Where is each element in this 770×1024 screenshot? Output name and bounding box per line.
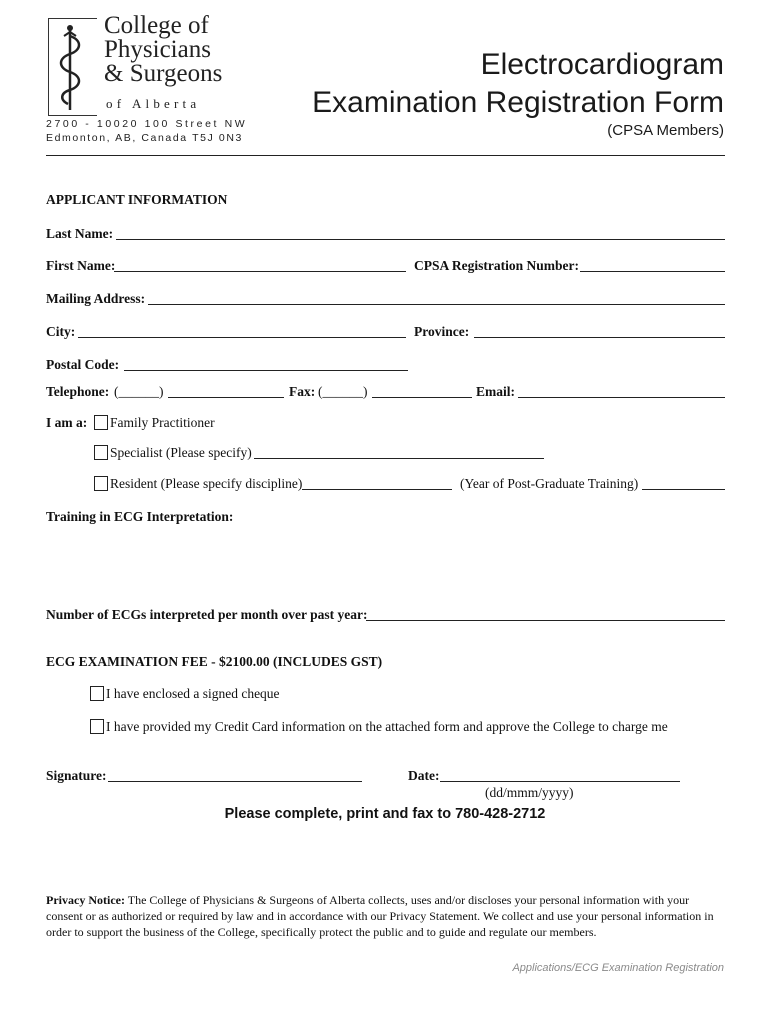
org-name-line2: Physicians xyxy=(104,36,211,63)
province-label: Province: xyxy=(414,324,470,339)
fax-instruction: Please complete, print and fax to 780-428-2712 xyxy=(224,806,546,822)
date-label: Date: xyxy=(408,768,440,783)
signature-field[interactable] xyxy=(108,781,362,782)
signature-label: Signature: xyxy=(46,768,107,783)
telephone-area-code[interactable]: (______) xyxy=(114,384,164,399)
org-name-line3: & Surgeons xyxy=(104,60,223,87)
form-title-line2: Examination Registration Form xyxy=(312,86,724,119)
family-practitioner-checkbox[interactable] xyxy=(94,415,108,430)
credit-card-label: I have provided my Credit Card information on the attached form and approve the College to charge me xyxy=(106,719,668,734)
cheque-label: I have enclosed a signed cheque xyxy=(106,686,280,701)
resident-checkbox[interactable] xyxy=(94,476,108,491)
fax-field[interactable] xyxy=(372,397,472,398)
first-name-label: First Name: xyxy=(46,258,116,273)
first-name-field[interactable] xyxy=(114,271,406,272)
org-name-line1: College of xyxy=(104,12,209,39)
privacy-lead: Privacy Notice: xyxy=(46,893,125,907)
mailing-address-label: Mailing Address: xyxy=(46,291,146,306)
email-label: Email: xyxy=(476,384,515,399)
caduceus-icon xyxy=(52,22,88,112)
postal-code-field[interactable] xyxy=(124,370,408,371)
address-line2: Edmonton, AB, Canada T5J 0N3 xyxy=(46,132,243,144)
resident-label: Resident (Please specify discipline) xyxy=(110,476,303,491)
last-name-field[interactable] xyxy=(116,239,725,240)
date-format-hint: (dd/mmm/yyyy) xyxy=(485,785,574,800)
last-name-label: Last Name: xyxy=(46,226,114,241)
family-practitioner-label: Family Practitioner xyxy=(110,415,215,430)
specialist-field[interactable] xyxy=(254,458,544,459)
iama-label: I am a: xyxy=(46,415,88,430)
ecg-count-field[interactable] xyxy=(366,620,725,621)
org-name xyxy=(104,14,222,86)
resident-discipline-field[interactable] xyxy=(302,489,452,490)
cheque-checkbox[interactable] xyxy=(90,686,104,701)
city-field[interactable] xyxy=(78,337,406,338)
telephone-field[interactable] xyxy=(168,397,284,398)
pgy-label: (Year of Post-Graduate Training) xyxy=(460,476,639,491)
fax-label: Fax: xyxy=(289,384,316,399)
address-line1: 2700 - 10020 100 Street NW xyxy=(46,118,248,130)
telephone-label: Telephone: xyxy=(46,384,110,399)
registration-number-field[interactable] xyxy=(580,271,725,272)
fee-title: ECG EXAMINATION FEE - $2100.00 (INCLUDES GST) xyxy=(46,654,383,669)
city-label: City: xyxy=(46,324,76,339)
ecg-count-label: Number of ECGs interpreted per month over past year: xyxy=(46,607,368,622)
form-title-line1: Electrocardiogram xyxy=(480,48,724,81)
privacy-notice xyxy=(46,892,726,940)
privacy-text: The College of Physicians & Surgeons of Alberta collects, uses and/or discloses your personal information with your consent or as authorized or required by law and in accordance with our Privacy Statement. We collect and use your personal information in order to support the business of the College, specifically protect the public and to guide and regulate our members. xyxy=(46,893,714,939)
mailing-address-field[interactable] xyxy=(148,304,725,305)
email-field[interactable] xyxy=(518,397,725,398)
fax-area-code[interactable]: (______) xyxy=(318,384,368,399)
specialist-checkbox[interactable] xyxy=(94,445,108,460)
province-field[interactable] xyxy=(474,337,725,338)
header-divider xyxy=(46,155,725,156)
registration-number-label: CPSA Registration Number: xyxy=(414,258,579,273)
footer-reference: Applications/ECG Examination Registration xyxy=(512,962,724,974)
pgy-field[interactable] xyxy=(642,489,725,490)
org-name-line4: of Alberta xyxy=(106,96,201,111)
training-label: Training in ECG Interpretation: xyxy=(46,509,234,524)
form-subtitle: (CPSA Members) xyxy=(607,122,724,139)
date-field[interactable] xyxy=(440,781,680,782)
credit-card-checkbox[interactable] xyxy=(90,719,104,734)
section-title-applicant: APPLICANT INFORMATION xyxy=(46,192,228,207)
specialist-label: Specialist (Please specify) xyxy=(110,445,252,460)
postal-code-label: Postal Code: xyxy=(46,357,120,372)
